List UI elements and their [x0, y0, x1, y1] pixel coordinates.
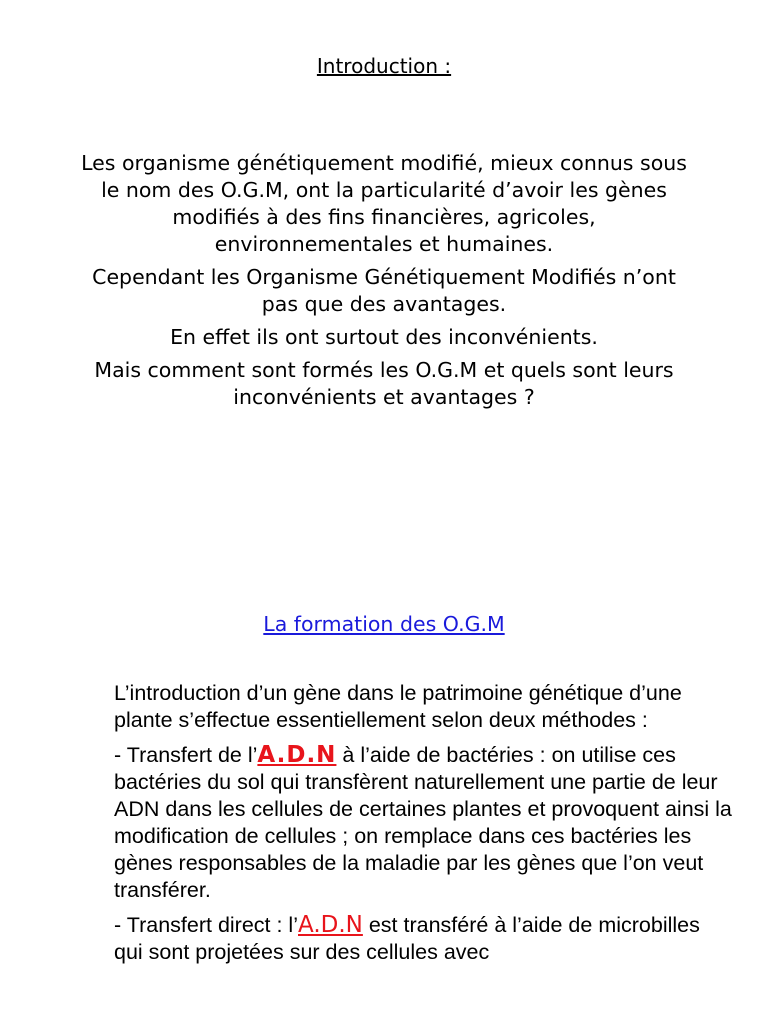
introduction-heading: Introduction : [316, 54, 452, 78]
method-2-paragraph [114, 912, 734, 966]
formation-heading: La formation des O.G.M [263, 612, 505, 636]
intro-paragraph-4: Mais comment sont formés les O.G.M et quels sont leurs inconvénients et avantages ? [94, 358, 674, 409]
method-2-text: est transféré à l’aide de microbilles qui sont projetées sur des cellules avec [114, 913, 700, 964]
adn-highlight-2: A.D.N [298, 912, 363, 938]
intro-paragraph-1: Les organisme génétiquement modifié, mieux connus sous le nom des O.G.M, ont la particularité d’avoir les gènes modifiés à des fins financières, agricoles, environnementales et humaines. [81, 151, 687, 256]
formation-intro-paragraph: L’introduction d’un gène dans le patrimoine génétique d’une plante s’effectue essentiellement selon deux méthodes : [114, 681, 682, 732]
introduction-text [80, 150, 688, 417]
method-1-prefix: - Transfert de l’ [114, 743, 258, 767]
method-2-prefix: - Transfert direct : l’ [114, 913, 298, 937]
intro-paragraph-3: En effet ils ont surtout des inconvénients. [170, 325, 598, 349]
adn-highlight-1: A.D.N [257, 742, 337, 768]
method-1-text: à l’aide de bactéries : on utilise ces bactéries du sol qui transfèrent naturellement une partie de leur ADN dans les cellules de certaines plantes et provoquent ainsi la modification de cellules ; on remplace dans ces bactéries les gènes responsables de la maladie par les gènes que l’on veut transférer. [114, 743, 732, 902]
intro-paragraph-2: Cependant les Organisme Génétiquement Modifiés n’ont pas que des avantages. [92, 265, 676, 316]
formation-text [114, 680, 734, 974]
method-1-paragraph [114, 742, 734, 904]
